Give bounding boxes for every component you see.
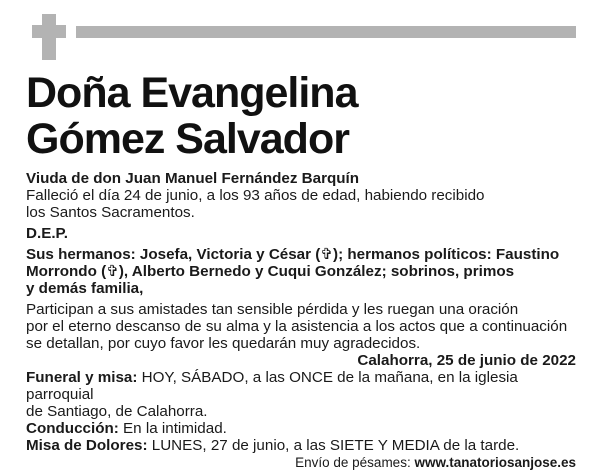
cross-icon — [32, 14, 66, 60]
website-link[interactable]: www.tanatoriosanjose.es — [414, 455, 576, 470]
funeral-line-1 — [26, 369, 578, 403]
deceased-name — [26, 70, 357, 162]
misa-line — [26, 437, 578, 454]
death-line-1: Falleció el día 24 de junio, a los 93 años de edad, habiendo recibido — [26, 187, 485, 204]
family-line-1: Sus hermanos: Josefa, Victoria y César (✞); hermanos políticos: Faustino — [26, 246, 560, 263]
header-rule — [76, 26, 576, 38]
funeral-text-1: HOY, SÁBADO, a las ONCE de la mañana, en la iglesia parroquial — [26, 369, 518, 403]
invite-line-2: por el eterno descanso de su alma y la asistencia a los actos que a continuación — [26, 318, 568, 335]
name-line-2: Gómez Salvador — [26, 115, 349, 163]
conduccion-line — [26, 420, 578, 437]
name-line-1: Doña Evangelina — [26, 69, 358, 117]
widow-line: Viuda de don Juan Manuel Fernández Barquín — [26, 170, 360, 187]
family-line-2: Morrondo (✞), Alberto Bernedo y Cuqui González; sobrinos, primos — [26, 263, 515, 280]
funeral-line-2: de Santiago, de Calahorra. — [26, 403, 208, 420]
conduccion-label: Conducción: — [26, 420, 119, 437]
header-ornament — [32, 14, 580, 62]
family-line-3: y demás familia, — [26, 280, 144, 297]
misa-text: LUNES, 27 de junio, a las SIETE Y MEDIA de la tarde. — [147, 437, 520, 454]
condolence-label: Envío de pésames: — [295, 455, 415, 470]
notice-body — [26, 170, 578, 471]
invite-line-1: Participan a sus amistades tan sensible pérdida y les ruegan una oración — [26, 301, 519, 318]
condolence-footer — [26, 454, 578, 471]
place-date: Calahorra, 25 de junio de 2022 — [357, 352, 576, 369]
death-line-2: los Santos Sacramentos. — [26, 204, 195, 221]
misa-label: Misa de Dolores: — [26, 437, 148, 454]
conduccion-text: En la intimidad. — [118, 420, 227, 437]
invite-line-3: se detallan, por cuyo favor les quedarán muy agradecidos. — [26, 335, 421, 352]
dep-line: D.E.P. — [26, 225, 68, 242]
funeral-label: Funeral y misa: — [26, 369, 138, 386]
